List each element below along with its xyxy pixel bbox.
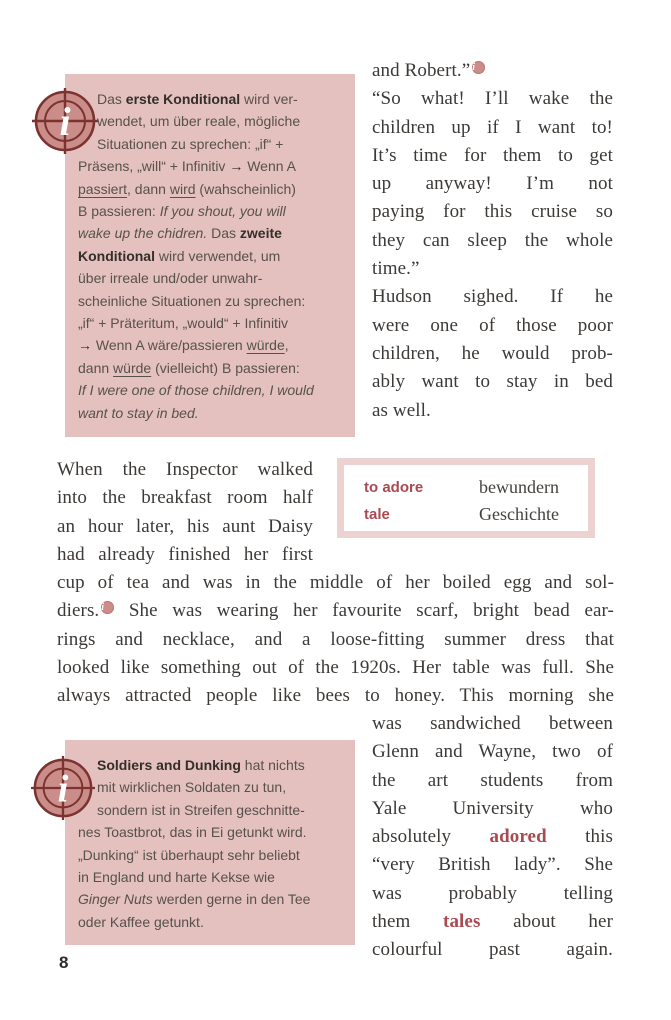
text-segment: B passieren:: [78, 203, 160, 220]
text-segment: they can sleep the whole: [372, 229, 613, 251]
text-segment: “So what! I’ll wake the: [372, 88, 613, 110]
text-line: [372, 767, 613, 795]
text-segment: , dann: [127, 180, 170, 197]
text-segment: Situationen zu sprechen: „if“ +: [97, 135, 284, 152]
text-line: [78, 267, 347, 289]
text-line: [78, 110, 347, 132]
text-segment: erste Konditional: [125, 91, 241, 107]
text-line: [57, 541, 313, 569]
text-segment: wird verwendet, um: [155, 247, 281, 264]
text-segment: wake up the chidren.: [78, 225, 208, 242]
text-line: [78, 866, 347, 888]
text-line: [78, 799, 347, 821]
vocab-row: [364, 501, 588, 528]
text-line: [372, 255, 613, 283]
text-line: [57, 569, 614, 597]
text-segment: Ginger Nuts: [78, 891, 153, 908]
text-segment: Wenn A wäre/passieren: [92, 337, 247, 354]
text-segment: wird ver-: [240, 91, 298, 107]
text-line: [372, 880, 613, 908]
text-line: [372, 795, 613, 823]
text-segment: Glenn and Wayne, two of: [372, 741, 613, 763]
text-segment: oder Kaffee getunkt.: [78, 913, 204, 930]
text-line: [78, 357, 347, 379]
culture-info-box: [65, 740, 355, 945]
info-icon: i: [101, 601, 114, 614]
vocab-translation: Geschichte: [479, 504, 559, 524]
text-segment: always attracted people like bees to honey. This morning she: [57, 685, 614, 707]
text-line: [78, 334, 347, 356]
text-line: [57, 456, 313, 484]
text-line: [78, 222, 347, 244]
text-segment: →: [78, 337, 92, 354]
text-segment: Präsens, „will“ + Infinitiv: [78, 158, 230, 175]
text-line: [372, 114, 613, 142]
text-segment: was probably telling: [372, 882, 613, 904]
text-line: [78, 821, 347, 843]
text-segment: scheinliche Situationen zu sprechen:: [78, 292, 306, 309]
narrative-column-top: [372, 57, 613, 425]
text-line: [372, 936, 613, 964]
text-line: [78, 844, 347, 866]
text-line: [372, 368, 613, 396]
text-line: [78, 754, 347, 776]
text-line: [78, 911, 347, 933]
text-segment: Wenn A: [243, 158, 296, 175]
text-segment: nes Toastbrot, das in Ei getunkt wird.: [78, 824, 307, 841]
text-segment: colourful past again.: [372, 939, 613, 961]
text-segment: passiert: [78, 180, 128, 197]
text-line: [57, 626, 614, 654]
text-line: [57, 484, 313, 512]
text-segment: as well.: [372, 399, 431, 421]
text-line: [57, 654, 614, 682]
text-segment: Das: [97, 91, 126, 107]
svg-text:i: i: [59, 99, 71, 144]
text-line: [372, 170, 613, 198]
text-segment: in England und harte Kekse wie: [78, 869, 275, 886]
text-segment: had already finished her first: [57, 543, 313, 565]
text-line: [372, 85, 613, 113]
info-target-icon: [32, 88, 98, 154]
text-line: [372, 397, 613, 425]
text-segment: tales: [443, 911, 481, 933]
text-segment: were one of those poor: [372, 314, 613, 336]
text-line: [78, 245, 347, 267]
text-segment: adored: [489, 826, 547, 848]
text-segment: children up if I want to!: [372, 116, 613, 138]
text-line: [57, 597, 614, 625]
text-line: [372, 142, 613, 170]
text-segment: ably want to stay in bed: [372, 371, 613, 393]
text-segment: ,: [284, 337, 289, 354]
text-segment: hat nichts: [240, 757, 305, 773]
text-segment: mit wirklichen Soldaten zu tun,: [97, 779, 287, 796]
text-segment: „if“ + Präteritum, „would“ + Infinitiv: [78, 315, 289, 332]
text-line: [78, 200, 347, 222]
narrative-column-bottom: [372, 710, 613, 965]
text-segment: dann: [78, 359, 114, 376]
text-line: [372, 738, 613, 766]
text-segment: Soldiers and Dunking: [97, 757, 241, 773]
text-segment: würde: [113, 359, 152, 376]
text-line: [78, 379, 347, 401]
text-line: [78, 776, 347, 798]
text-line: [78, 312, 347, 334]
text-segment: →: [229, 158, 244, 175]
text-line: [57, 513, 313, 541]
text-line: [372, 823, 613, 851]
text-segment: this: [546, 826, 614, 848]
text-segment: „Dunking“ ist überhaupt sehr beliebt: [78, 846, 300, 863]
text-segment: When the Inspector walked: [57, 459, 313, 480]
text-segment: Hudson sighed. If he: [372, 286, 613, 308]
text-segment: absolutely: [372, 826, 490, 848]
text-segment: up anyway! I’m not: [372, 173, 613, 195]
text-line: [78, 888, 347, 910]
vocab-term: tale: [364, 506, 390, 523]
text-line: [78, 402, 347, 424]
text-segment: Das: [207, 225, 240, 242]
text-segment: children, he would prob-: [372, 342, 613, 364]
text-segment: sondern ist in Streifen geschnitte-: [97, 801, 305, 818]
text-line: [57, 682, 614, 710]
text-segment: (vielleicht) B passieren:: [151, 359, 300, 376]
text-segment: “very British lady”. She: [372, 854, 613, 876]
text-segment: (wahscheinlich): [195, 180, 296, 197]
page-number: 8: [59, 953, 69, 972]
vocab-row: [364, 474, 588, 501]
text-line: [372, 283, 613, 311]
text-segment: wird: [169, 180, 196, 197]
text-segment: würde: [246, 337, 285, 354]
text-segment: them: [372, 911, 444, 933]
svg-text:i: i: [57, 767, 69, 811]
text-segment: looked like something out of the 1920s. Her table was full. She: [57, 657, 614, 679]
text-line: [78, 290, 347, 312]
text-segment: cup of tea and was in the middle of her boiled egg and sol-: [57, 572, 614, 594]
text-segment: If I were one of those children, I would: [78, 382, 314, 399]
text-segment: It’s time for them to get: [372, 144, 613, 166]
text-line: [372, 198, 613, 226]
text-line: [78, 88, 347, 110]
text-segment: time.”: [372, 258, 420, 280]
text-segment: want to stay in bed.: [78, 404, 199, 421]
info-target-icon: [31, 756, 95, 820]
text-segment: an hour later, his aunt Daisy: [57, 515, 313, 537]
text-segment: If you shout, you will: [159, 203, 286, 220]
text-segment: Konditional: [78, 247, 155, 264]
text-segment: über irreale und/oder unwahr-: [78, 270, 263, 287]
paragraph-wide-part: [57, 569, 614, 710]
info-icon: i: [472, 61, 485, 74]
text-line: [372, 340, 613, 368]
grammar-info-box: [65, 74, 355, 437]
text-line: [372, 227, 613, 255]
text-line: [78, 178, 347, 200]
text-segment: rings and necklace, and a loose-fitting summer dress that: [57, 628, 614, 650]
text-segment: the art students from: [372, 769, 613, 791]
text-segment: wendet, um über reale, mögliche: [97, 113, 301, 130]
text-line: [372, 57, 613, 85]
text-segment: about her: [480, 911, 613, 933]
text-segment: zweite: [239, 225, 282, 242]
text-line: [78, 155, 347, 177]
text-line: [372, 312, 613, 340]
text-segment: into the breakfast room half: [57, 487, 313, 509]
text-segment: was sandwiched between: [372, 713, 613, 734]
text-line: [372, 710, 613, 738]
text-segment: and Robert.”: [372, 60, 471, 81]
text-segment: diers.: [57, 600, 100, 622]
text-line: [372, 851, 613, 879]
text-line: [372, 908, 613, 936]
text-segment: werden gerne in den Tee: [152, 891, 311, 908]
text-segment: paying for this cruise so: [372, 201, 613, 223]
text-segment: Yale University who: [372, 797, 613, 819]
vocabulary-box: [337, 458, 595, 538]
text-line: [78, 133, 347, 155]
vocab-term: to adore: [364, 479, 424, 496]
text-segment: She was wearing her favourite scarf, bright bead ear-: [114, 600, 614, 622]
vocab-translation: bewundern: [479, 477, 559, 497]
